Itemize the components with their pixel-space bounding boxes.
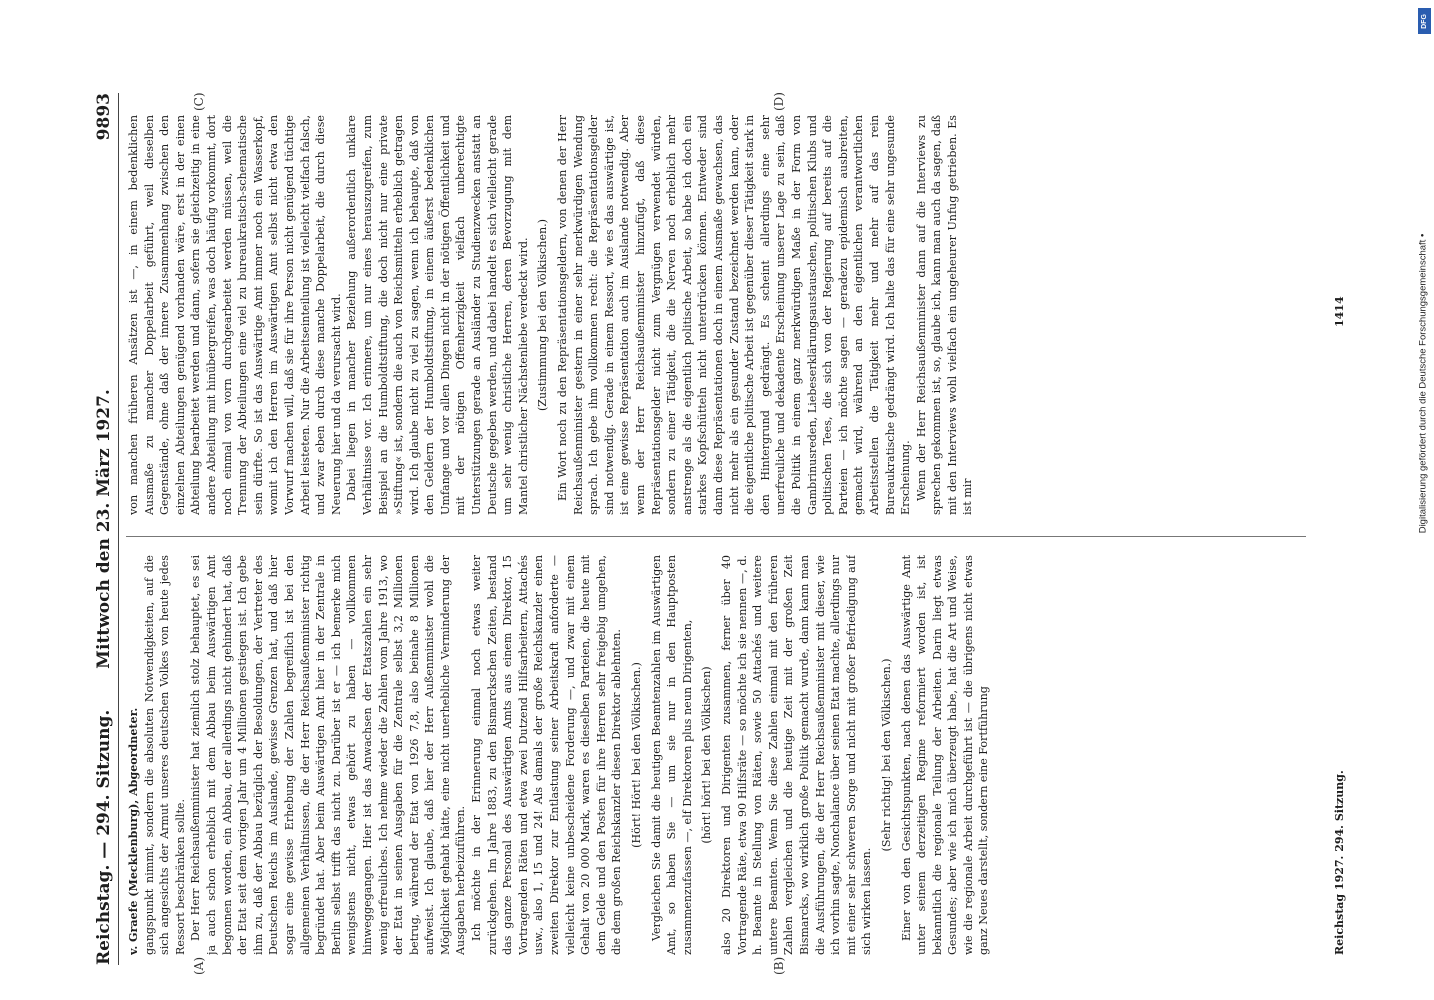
header-left: Reichstag. — 294. Sitzung. [94,709,114,965]
page-footer: Reichstag 1927. 294. Sitzung. [1333,770,1346,955]
paragraph: also 20 Direktoren und Dirigenten zusammen, ferner über 40 Vortragende Räte, etwa 90 Hilfsräte — so möchte ich sie nennen —, d. h. Beamte in Stellung von Räten, sowie 50 Attachés und weitere untere Beamten. Wenn Sie diese Zahlen einmal mit den früheren Zahlen vergleichen und die heutige Zeit mit der großen Zeit Bismarcks, wo wirklich große Politik gemacht wurde, dann kann man die Ausführungen, die der Herr Reichsaußenminister mit dieser, wie ich vorhin sagte, Nonchalance über seinen Etat machte, allerdings nur mit einer sehr schweren Sorge und nicht mit großer Befriedigung auf sich wirken lassen. [719,555,874,955]
margin-letter-a: (A) [192,956,206,975]
paragraph: Ich möchte in der Erinnerung einmal noch etwas weiter zurückgehen. Im Jahre 1883, zu den Bismarckschen Zeiten, bestand das ganze Personal des Auswärtigen Amts aus einem Direktor, 15 Vortragenden Räten und etwa zwei Dutzend Hilfsarbeitern, Attachés usw., also 1, 15 und 24! Als damals der große Reichskanzler einen zweiten Direktor zur Entlastung seiner Arbeitskraft anforderte — vielleicht keine unbescheidene Forderung —, und zwar mit einem Gehalt von 20 000 Mark, waren es dieselben Parteien, die heute mit dem Gelde und den Posten für ihre Herren sehr freigebig umgehen, die dem großen Reichskanzler diesen Direktor ablehnten. [470,555,624,955]
running-header [92,93,119,965]
paragraph: gangspunkt nimmt, sondern die absoluten Notwendigkeiten, auf die sich angesichts der Armut unseres deutschen Volkes von heute jedes Ressort beschränken sollte. [142,555,187,955]
margin-letter-b: (B) [772,956,786,975]
document-page [82,83,1362,977]
column-divider [126,536,1306,537]
digitization-sidebar [1418,8,1432,708]
digitization-note: Digitalisierung gefördert durch die Deutsche Forschungsgemeinschaft • [1417,233,1429,534]
right-text-column [126,115,1306,515]
paragraph: Dabei liegen in mancher Beziehung außerordentlich unklare Verhältnisse vor. Ich erinnere, um nur eines herauszugreifen, zum Beispiel an die Humboldtstiftung, die doch nicht nur eine private »Stiftung« ist, sondern die auch von Reichsmitteln erheblich getragen wird. Ich glaube nicht zu viel zu sagen, wenn ich behaupte, daß von den Geldern der Humboldtstiftung, in einem äußerst bedenklichen Umfange und vor allen Dingen nicht in der nötigen Öffentlichkeit und mit der nötigen Offenherzigkeit vielfach unberechtigte Unterstützungen gerade an Ausländer zu Studienzwecken anstatt an Deutsche gegeben werden, und dabei handelt es sich vielleicht gerade um sehr wenig christliche Herren, deren Bevorzugung mit dem Mantel christlicher Nächstenliebe verdeckt wird. [345,115,530,515]
page-column-number: 9893 [94,93,114,141]
header-center: Mittwoch den 23. März 1927. [94,389,114,669]
paragraph: Ein Wort noch zu den Repräsentationsgeldern, von denen der Herr Reichsaußenminister gestern in einer sehr merkwürdigen Wendung sprach. Ich gebe ihm vollkommen recht: die Repräsentationsgelder sind notwendig. Gerade in einem Ressort, wie es das auswärtige ist, ist eine gewisse Repräsentation auch im Auslande notwendig. Aber wenn der Herr Reichsaußenminister hinzufügt, daß diese Repräsentationsgelder nicht zum Vergnügen verwendet würden, sondern zu einer Tätigkeit, die die Nerven noch erheblich mehr anstrenge als die eigentlich politische Arbeit, so habe ich doch ein starkes Kopfschütteln nicht unterdrücken können. Entweder sind dann diese Repräsentationen doch in einem Ausmaße gewachsen, das nicht mehr als ein gesunder Zustand bezeichnet werden kann, oder die eigentliche politische Arbeit ist gegenüber dieser Tätigkeit stark in den Hintergrund gedrängt. Es scheint allerdings eine sehr unerfreuliche und dekadente Erscheinung unserer Lage zu sein, daß die Politik in einem ganz merkwürdigen Maße in der Form von Gambrinusreden, Liebeserklärungsaustauschen, politischen Klubs und politischen Tees, die sich von der Regierung auf bereits auf die Parteien — ich möchte sagen — geradezu epidemisch ausbreiten, gemacht wird, während an den eigentlichen verantwortlichen Arbeitsstellen die Tätigkeit mehr und mehr auf das rein Bureaukratische gedrängt wird. Ich halte das für eine sehr ungesunde Erscheinung. [556,115,913,515]
paragraph: Der Herr Reichsaußenminister hat ziemlich stolz behauptet, es sei ja auch schon erheblich mit dem Abbau beim Auswärtigen Amt begonnen worden, ein Abbau, der allerdings nicht gehindert hat, daß der Etat seit dem vorigen Jahr um 4 Millionen gestiegen ist. Ich gebe ihm zu, daß der Abbau bezüglich der Besoldungen, der Vertreter des Deutschen Reichs im Auslande, gewisse Grenzen hat, und daß hier sogar eine gewisse Erhebung der Zahlen begreiflich ist bei den allgemeinen Verhältnissen, die der Herr Reichsaußenminister richtig begründet hat. Aber beim Auswärtigen Amt hier in der Zentrale in Berlin selbst trifft das nicht zu. Darüber ist er — ich bemerke mich wenigstens nicht, etwas gehört zu haben — vollkommen hinweggegangen. Hier ist das Anwachsen der Etatszahlen ein sehr wenig erfreuliches. Ich nehme wieder die Zahlen vom Jahre 1913, wo der Etat in seinen Ausgaben für die Zentrale selbst 3,2 Millionen betrug, während der Etat von 1926 7,8, also beinahe 8 Millionen aufweist. Ich glaube, daß hier der Herr Außenminister wohl die Möglichkeit gehabt hätte, eine nicht unerhebliche Verminderung der Ausgaben herbeizuführen. [189,555,468,955]
left-text-column [126,555,1306,955]
margin-letter-d: (D) [772,92,786,111]
interjection: (Zustimmung bei den Völkischen.) [536,218,550,412]
interjection: (Sehr richtig! bei den Völkischen.) [879,658,893,852]
scanned-page-stage [82,83,1362,977]
paragraph: Einer von den Gesichtspunkten, nach denen das Auswärtige Amt unter seinem derzeitigen Regime reformiert worden ist, ist bekanntlich die regionale Teilung der Arbeiten. Darin liegt etwas Gesundes; aber wie ich mich überzeugt habe, hat die Art und Weise, wie die regionale Arbeit durchgeführt ist — die übrigens nicht etwas ganz Neues darstellt, sondern eine Fortführung [899,555,991,955]
interjection: (hört! hört! bei den Völkischen) [700,666,714,844]
speaker-name: v. Graefe (Mecklenburg), Abgeordneter. [127,707,140,955]
paragraph: Vergleichen Sie damit die heutigen Beamtenzahlen im Auswärtigen Amt, so haben Sie — um sie nur in den Hauptposten zusammenzufassen —, elf Direktoren plus neun Dirigenten, [649,555,694,955]
paragraph: Wenn der Herr Reichsaußenminister dann auf die Interviews zu sprechen gekommen ist, so, glaube ich, kann man auch da sagen, daß mit den Interviews wohl vielfach ein ungeheurer Unfug getrieben. Es ist mir [914,115,975,515]
dfg-logo-icon: DFG [1418,8,1431,34]
interjection: (Hört! Hört! bei den Völkischen.) [630,662,643,848]
paragraph: von manchen früheren Ansätzen ist —, in einem bedenklichen Ausmaße zu mancher Doppelarbeit geführt, weil dieselben Gegenstände, ohne daß der innere Zusammenhang zwischen den einzelnen Abteilungen genügend vorhanden wäre, erst in der einen Abteilung bearbeitet werden und dann, sofern sie gleichzeitig in eine andere Abteilung mit hinübergreifen, was doch häufig vorkommt, dort noch einmal von vorn durchgearbeitet werden müssen, weil die Trennung der Abteilungen eine viel zu bureaukratisch-schematische sein dürfte. So ist das Auswärtige Amt immer noch ein Wasserkopf, womit ich den Herren im Auswärtigen Amt selbst nicht etwa den Vorwurf machen will, daß sie für ihre Person nicht genügend tüchtige Arbeit leisteten. Nur die Arbeitseinteilung ist vielleicht vielfach falsch, und zwar eben durch diese manche Doppelarbeit, die durch diese Neuerung hier und da verursacht wird. [127,115,343,515]
margin-letter-c: (C) [192,92,206,111]
sheet-number: 1414 [1333,296,1346,327]
